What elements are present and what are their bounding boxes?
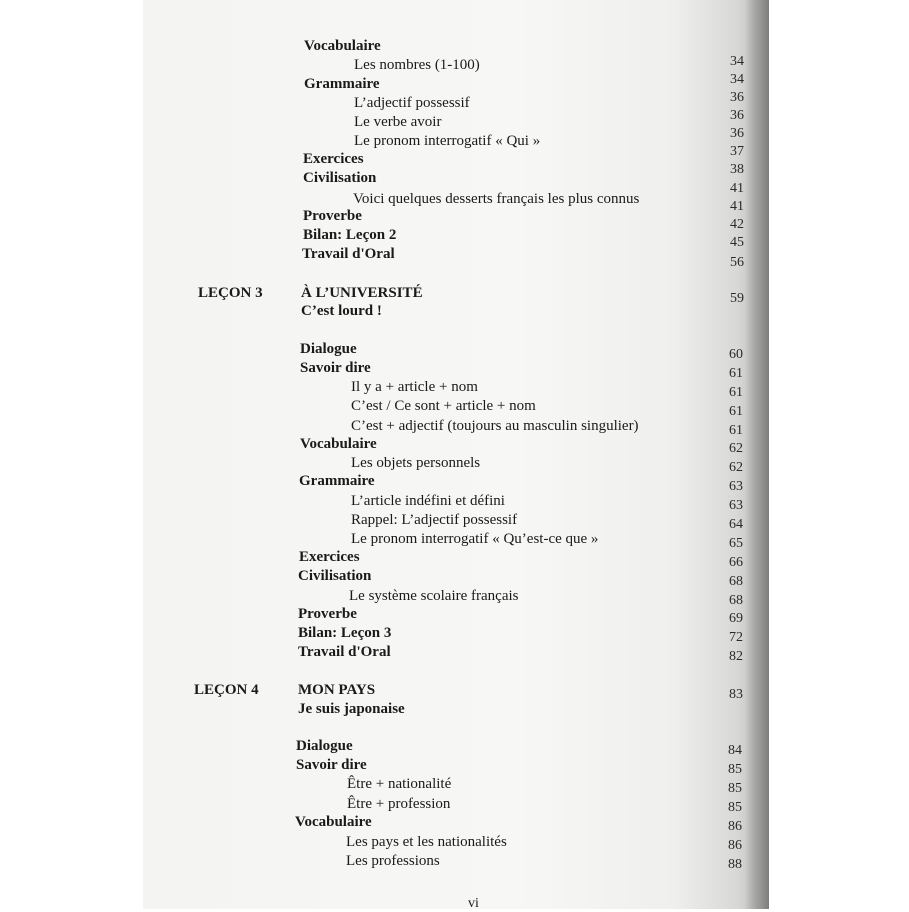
page-number: 86 [728,819,742,834]
section-heading: Dialogue [300,341,357,357]
page-number: 83 [729,687,743,702]
section-heading: Travail d'Oral [298,644,391,660]
page-number: 41 [730,199,744,214]
page-number: 56 [730,255,744,270]
page-number: 85 [728,762,742,777]
toc-entry: Être + nationalité [347,776,452,792]
page-number: 85 [728,800,742,815]
toc-entry: C’est / Ce sont + article + nom [351,398,536,414]
section-heading: Exercices [303,151,364,167]
page-number: 60 [729,347,743,362]
page-number: 61 [729,366,743,381]
page-number: 45 [730,235,744,250]
section-heading: Bilan: Leçon 2 [303,227,397,243]
lesson-subtitle: Je suis japonaise [298,701,405,717]
section-heading: Travail d'Oral [302,246,395,262]
lesson-label: LEÇON 4 [194,682,259,698]
section-heading: Savoir dire [296,757,367,773]
section-heading: Proverbe [298,606,357,622]
page-number: 36 [730,108,744,123]
toc-entry: Voici quelques desserts français les plus connus [353,191,640,207]
section-heading: Grammaire [304,76,380,92]
page-number: 66 [729,555,743,570]
page-number: 36 [730,126,744,141]
page-spine-shadow [745,0,769,909]
page-number: 62 [729,460,743,475]
section-heading: Bilan: Leçon 3 [298,625,392,641]
page-number: 38 [730,162,744,177]
page-number: 34 [730,54,744,69]
page-footer-number: vi [468,896,479,911]
section-heading: Vocabulaire [300,436,377,452]
page-number: 42 [730,217,744,232]
page-number: 34 [730,72,744,87]
page-number: 63 [729,498,743,513]
toc-entry: Le verbe avoir [354,114,442,130]
toc-entry: Les professions [346,853,440,869]
section-heading: Savoir dire [300,360,371,376]
toc-entry: C’est + adjectif (toujours au masculin singulier) [351,418,639,434]
section-heading: Vocabulaire [295,814,372,830]
page-number: 84 [728,743,742,758]
section-heading: Exercices [299,549,360,565]
page-number: 61 [729,404,743,419]
page-number: 64 [729,517,743,532]
page-number: 68 [729,574,743,589]
section-heading: Vocabulaire [304,38,381,54]
toc-entry: L’article indéfini et défini [351,493,505,509]
section-heading: Civilisation [303,170,377,186]
toc-entry: Être + profession [347,796,451,812]
page-number: 65 [729,536,743,551]
page-number: 82 [729,649,743,664]
page-number: 72 [729,630,743,645]
toc-entry: L’adjectif possessif [354,95,470,111]
page-number: 61 [729,385,743,400]
page-number: 37 [730,144,744,159]
toc-entry: Rappel: L’adjectif possessif [351,512,518,528]
toc-entry: Il y a + article + nom [351,379,478,395]
page-number: 63 [729,479,743,494]
page-number: 69 [729,611,743,626]
toc-entry: Le pronom interrogatif « Qui » [354,133,541,149]
section-heading: Dialogue [296,738,353,754]
page-number: 36 [730,90,744,105]
toc-entry: Les pays et les nationalités [346,834,507,850]
page-number: 86 [728,838,742,853]
section-heading: Proverbe [303,208,362,224]
toc-entry: Les nombres (1-100) [354,57,480,73]
page-number: 85 [728,781,742,796]
lesson-title: MON PAYS [298,682,376,698]
toc-entry: Le système scolaire français [349,588,519,604]
page-number: 59 [730,291,744,306]
lesson-subtitle: C’est lourd ! [301,303,382,319]
lesson-label: LEÇON 3 [198,285,263,301]
lesson-title: À L’UNIVERSITÉ [301,285,423,301]
toc-entry: Les objets personnels [351,455,481,471]
section-heading: Civilisation [298,568,372,584]
page-number: 62 [729,441,743,456]
page-number: 68 [729,593,743,608]
section-heading: Grammaire [299,473,375,489]
page-number: 88 [728,857,742,872]
page-number: 41 [730,181,744,196]
page-number: 61 [729,423,743,438]
toc-entry: Le pronom interrogatif « Qu’est-ce que » [351,531,599,547]
